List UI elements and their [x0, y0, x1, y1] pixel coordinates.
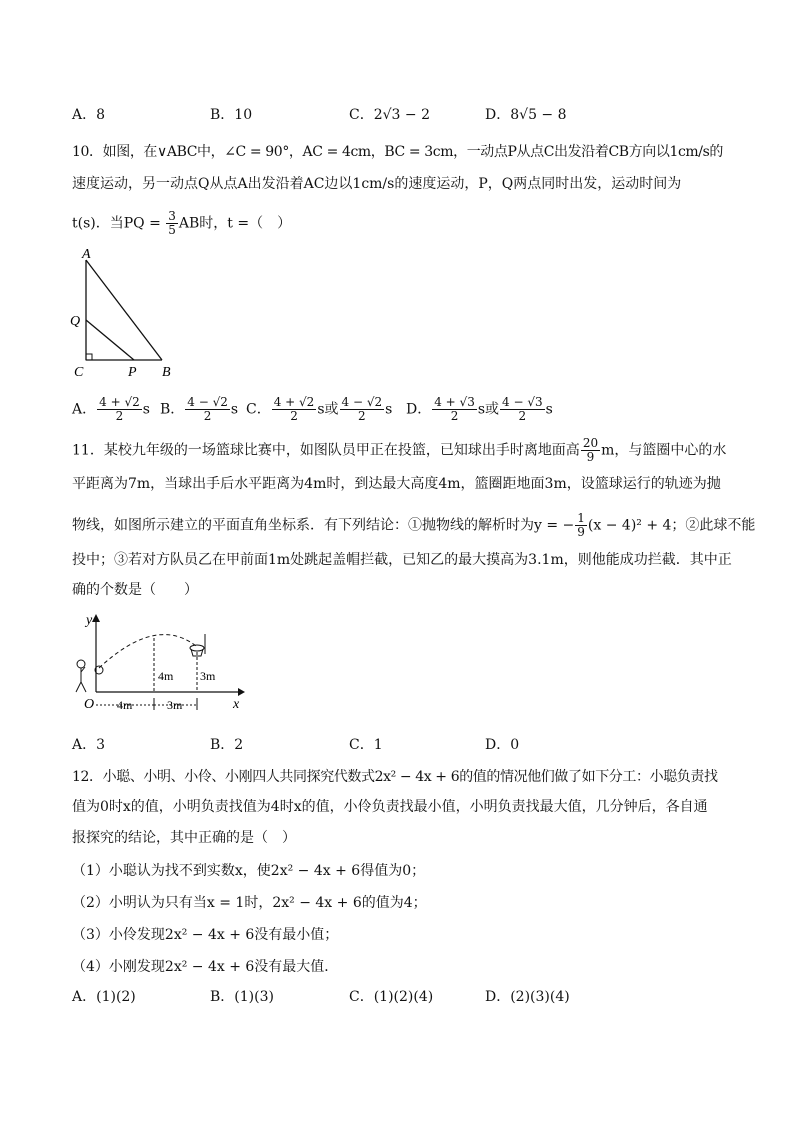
q12-statement-1: （1）小聪认为找不到实数x，使2x² − 4x + 6得值为0； — [72, 863, 426, 879]
q10-fraction: $\frac{3}{5}$ — [168, 209, 176, 237]
q11-line-5: 确的个数是（ ） — [72, 582, 198, 598]
q11-basketball-figure — [72, 610, 252, 718]
q10-triangle-figure — [66, 244, 186, 380]
q9-option-b: B．10 — [210, 107, 253, 123]
label-x: x — [233, 697, 240, 712]
q9-option-a: A．8 — [72, 107, 106, 123]
q12-statement-4: （4）小刚发现2x² − 4x + 6没有最大值． — [72, 959, 339, 975]
player-figure — [76, 660, 86, 692]
label-q: Q — [70, 314, 81, 329]
q11-line-4: 投中；③若对方队员乙在甲前面1m处跳起盖帽拦截，已知乙的最大摸高为3.1m，则他能成功拦截．其中正 — [72, 552, 732, 568]
label-4m-distance: 4m — [117, 698, 133, 712]
right-angle-mark — [86, 354, 92, 360]
q12-option-b: B．(1)(3) — [210, 989, 274, 1005]
q12-option-a: A．(1)(2) — [72, 989, 136, 1005]
q10-line-1: 10．如图，在∨ABC中，∠C = 90°，AC = 4cm，BC = 3cm，一动点P从点C出发沿着CB方向以1cm/s的 — [72, 144, 723, 160]
q11-option-c: C．1 — [349, 737, 383, 753]
q12-option-d: D．(2)(3)(4) — [485, 989, 570, 1005]
q11-option-b: B．2 — [210, 737, 244, 753]
q12-statement-3: （3）小伶发现2x² − 4x + 6没有最小值； — [72, 927, 339, 943]
q12-line-1: 12．小聪、小明、小伶、小刚四人共同探究代数式2x² − 4x + 6的值的情况他们做了如下分工：小聪负责找 — [72, 769, 718, 785]
q11-option-d: D．0 — [485, 737, 520, 753]
label-4m-height: 4m — [158, 669, 174, 683]
y-axis-arrow — [92, 614, 100, 622]
q9-option-c: C．2√3 − 2 — [349, 107, 430, 123]
q12-statement-2: （2）小明认为只有当x = 1时，2x² − 4x + 6的值为4； — [72, 895, 427, 911]
q10-line-2: 速度运动，另一动点Q从点A出发沿着AC边以1cm/s的速度运动，P，Q两点同时出发，运动时间为 — [72, 176, 682, 192]
q12-line-2: 值为0时x的值，小明负责找值为4时x的值，小伶负责找最小值，小明负责找最大值，几分钟后，各自通 — [72, 799, 708, 815]
label-a: A — [82, 247, 91, 262]
q10-option-b: B． $\frac{4 - √2}{2}$ s — [160, 395, 239, 423]
q10-line-3: t(s)．当PQ = $\frac{3}{5}$ AB时，t =（ ） — [72, 209, 292, 237]
label-b: B — [162, 365, 171, 380]
q12-line-3: 报探究的结论，其中正确的是（ ） — [72, 830, 296, 846]
side-ab — [86, 260, 162, 360]
q10-option-d: D． $\frac{4 + √3}{2}$ s或 $\frac{4 - √3}{2}$ s — [406, 395, 553, 423]
q11-line-1: 11．某校九年级的一场篮球比赛中，如图队员甲正在投篮，已知球出手时离地面高 $\frac{20}{9}$ m，与篮圈中心的水 — [72, 436, 727, 464]
q11-line-2: 平距离为7m，当球出手后水平距离为4m时，到达最大高度4m，篮圈距地面3m，设篮球运行的轨迹为抛 — [72, 476, 721, 492]
q11-line-3: 物线，如图所示建立的平面直角坐标系．有下列结论：①抛物线的解析时为y = − $\frac{1}{9}$ (x − 4)² + 4；②此球不能 — [72, 511, 756, 539]
label-3m-distance: 3m — [167, 698, 183, 712]
q10-option-c: C． $\frac{4 + √2}{2}$ s或 $\frac{4 - √2}{2}$ s — [246, 395, 393, 423]
label-3m-height: 3m — [200, 669, 216, 683]
q11-option-a: A．3 — [72, 737, 106, 753]
x-axis-arrow — [238, 688, 245, 696]
label-c: C — [74, 365, 84, 380]
label-p: P — [128, 365, 137, 380]
label-y: y — [86, 613, 93, 628]
segment-pq — [86, 320, 134, 360]
q10-option-a: A． $\frac{4 + √2}{2}$ s — [72, 395, 150, 423]
trajectory — [99, 635, 196, 668]
q9-option-d: D．8√5 − 8 — [485, 107, 567, 123]
label-o: O — [84, 697, 95, 712]
q12-option-c: C．(1)(2)(4) — [349, 989, 434, 1005]
